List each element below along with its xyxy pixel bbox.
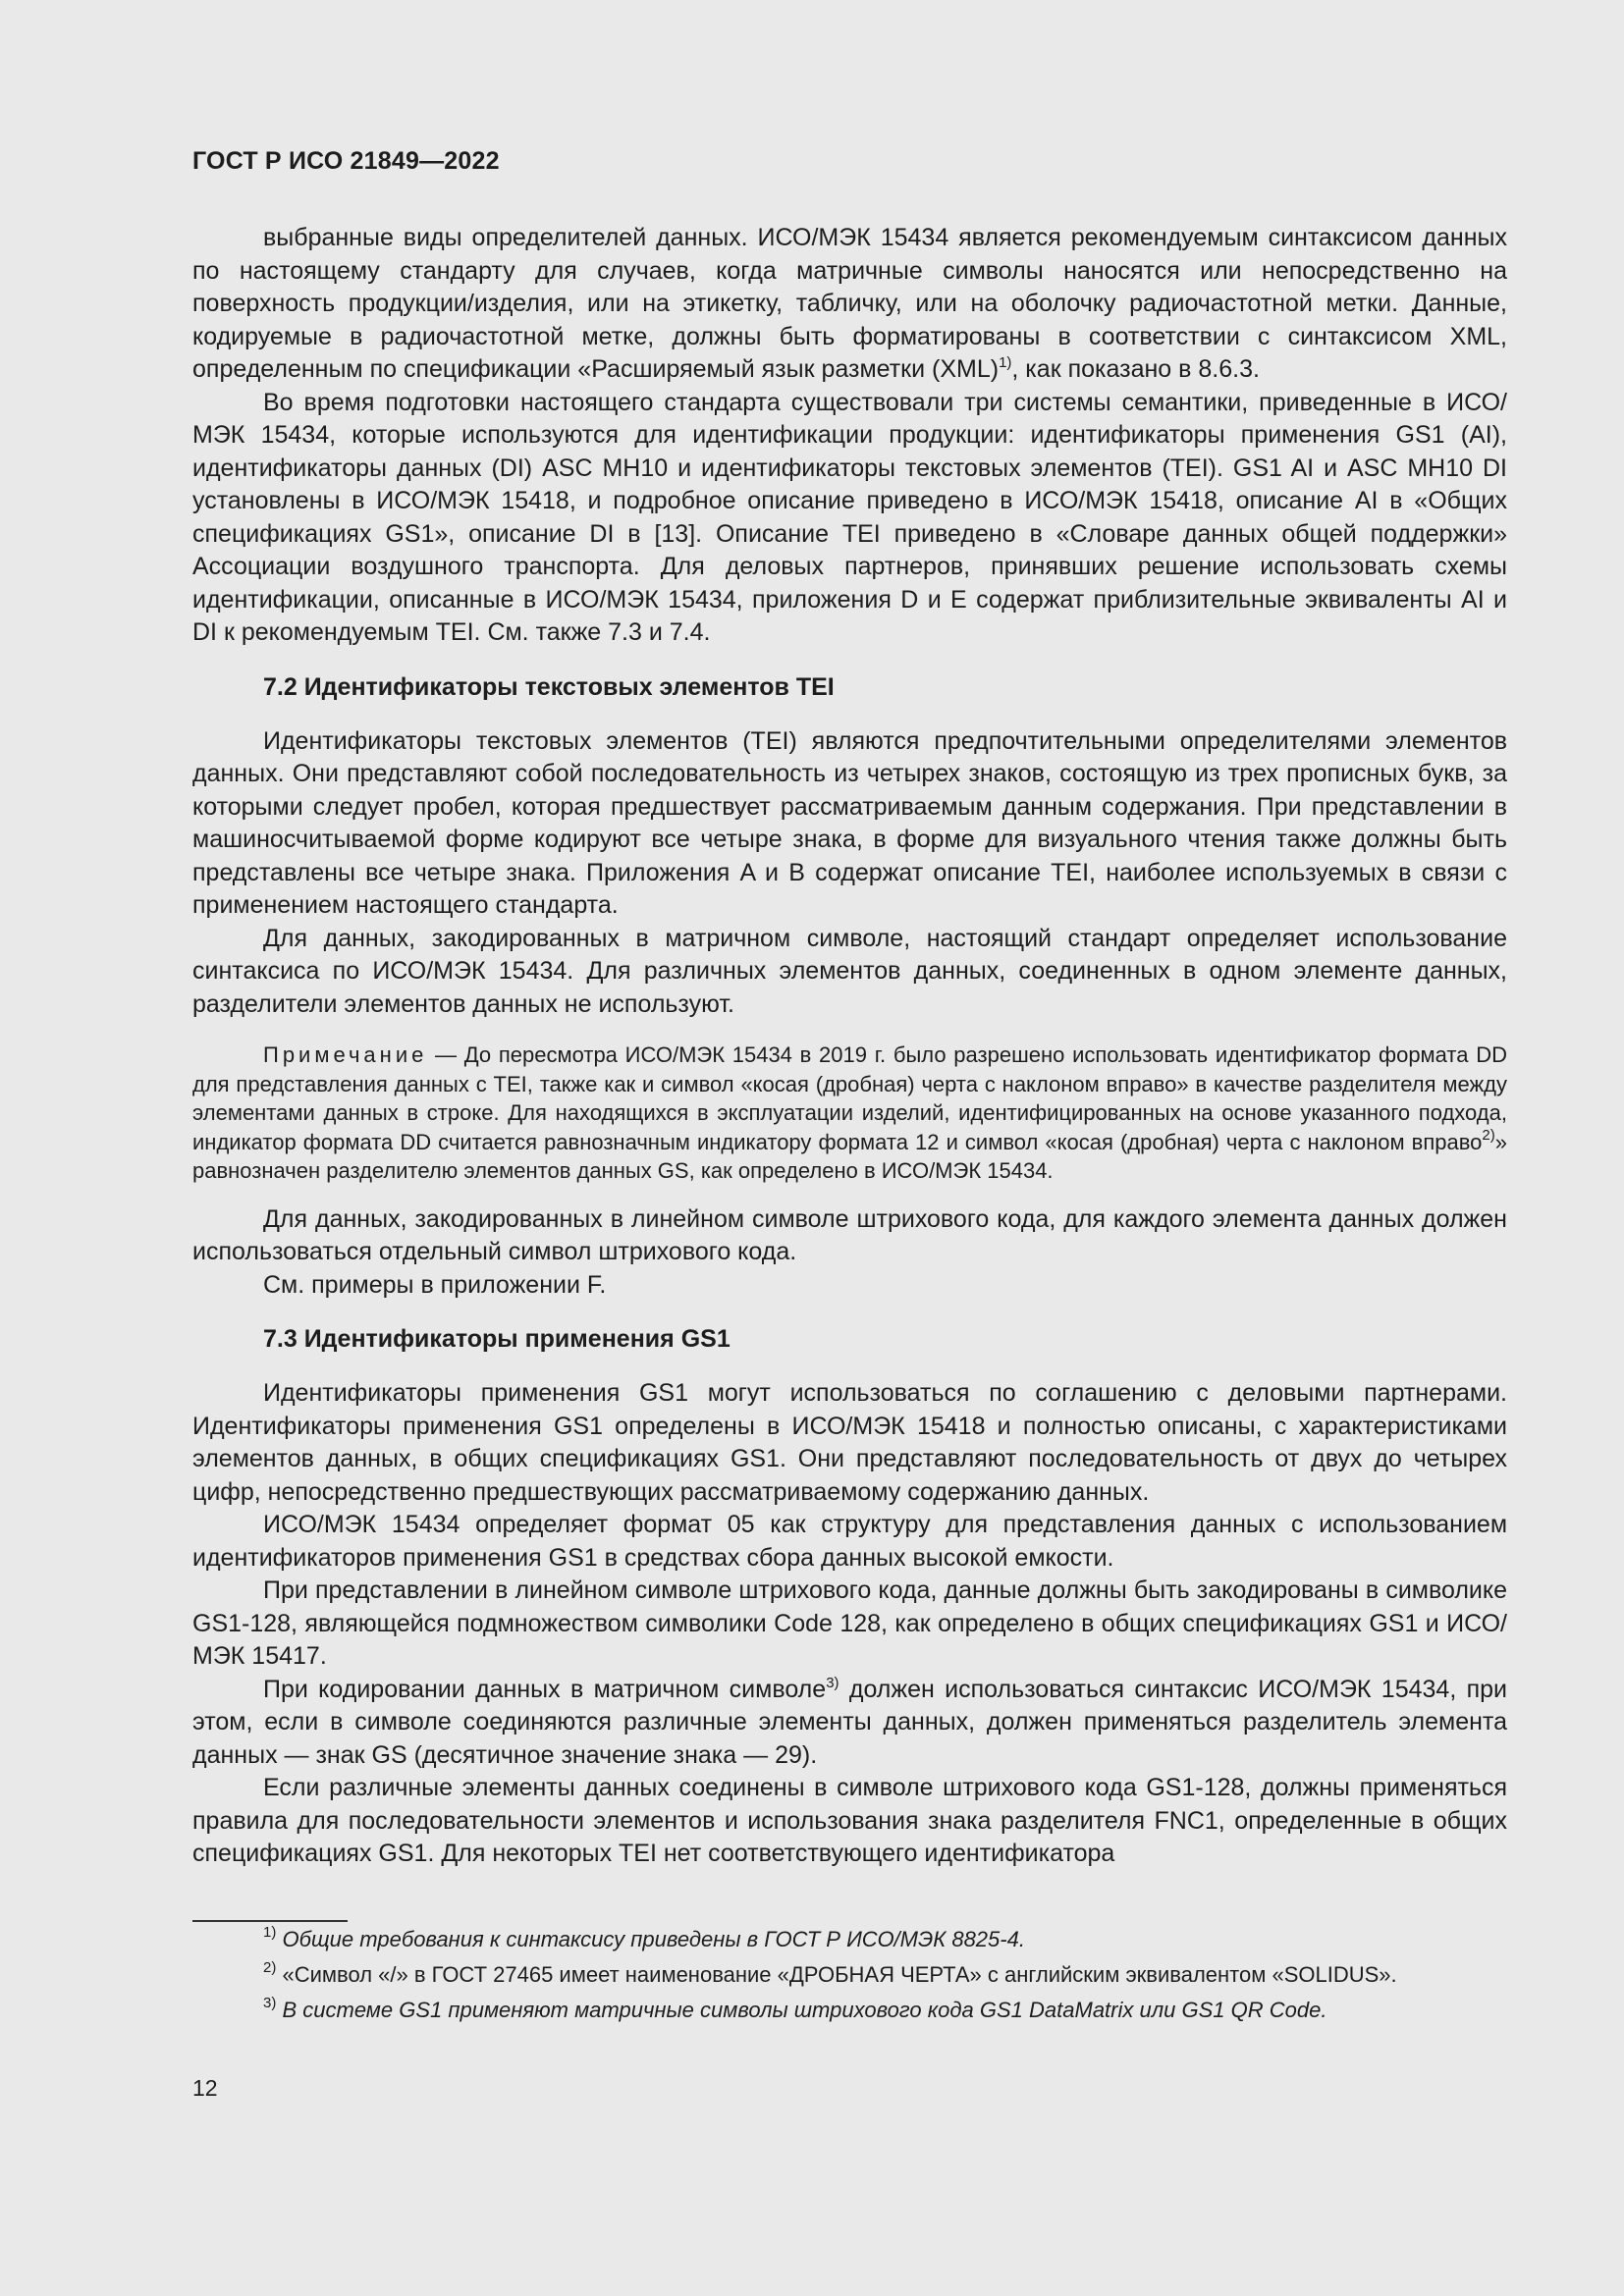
note-text: — До пересмотра ИСО/МЭК 15434 в 2019 г. было разрешено использовать идентификатор формата DD для представления данных с TEI, также как и символ «косая (дробная) черта с наклоном вправо» в качестве разделителя между элементами данных в строке. Для находящихся в эксплуатации изделий, идентифицированных на основе указанного подхода, индикатор формата DD считается равнозначным индикатору формата 12 и символ «косая (дробная) черта с наклоном вправо <box>192 1042 1507 1154</box>
footnote-separator <box>192 1920 348 1922</box>
document-header: ГОСТ Р ИСО 21849—2022 <box>192 147 500 175</box>
footnote-reference-1[interactable]: 1) <box>999 354 1012 371</box>
footnote-reference-2[interactable]: 2) <box>1482 1126 1495 1144</box>
paragraph-7-2-2: Для данных, закодированных в матричном символе, настоящий стандарт определяет использование синтаксиса по ИСО/МЭК 15434. Для различных элементов данных, соединенных в одном элементе данных, разделители элементов данных не используют. <box>192 924 1507 1018</box>
paragraph-7-3-1: Идентификаторы применения GS1 могут использоваться по соглашению с деловыми партнерами. Идентификаторы применения GS1 определены в ИСО/МЭК 15418 и полностью описаны, с характеристиками элементов данных, в общих спецификациях GS1. Они представляют последовательность от двух до четырех цифр, непосредственно предшествующих рассматриваемому содержанию данных. <box>192 1379 1507 1506</box>
paragraph-7-3-2: ИСО/МЭК 15434 определяет формат 05 как структуру для представления данных с использованием идентификаторов применения GS1 в средствах сбора данных высокой емкости. <box>192 1511 1507 1572</box>
note-block <box>192 1041 1507 1186</box>
note-label: Примечание <box>263 1042 428 1067</box>
paragraph-intro-1 <box>192 222 1507 387</box>
paragraph-7-2-4: См. примеры в приложении F. <box>263 1270 607 1299</box>
paragraph-text: При кодировании данных в матричном символе <box>263 1675 827 1703</box>
paragraph-text: выбранные виды определителей данных. ИСО/МЭК 15434 является рекомендуемым синтаксисом данных по настоящему стандарту для случаев, когда матричные символы наносятся или непосредственно на поверхность продукции/изделия, или на этикетку, табличку, или на оболочку радиочастотной метки. Данные, кодируемые в радиочастотной метке, должны быть форматированы в соответствии с синтаксисом XML, определенным по спецификации «Расширяемый язык разметки (XML) <box>192 224 1507 383</box>
footnote-3 <box>192 1996 1507 2024</box>
footnote-marker: 1) <box>263 1924 277 1941</box>
paragraph-7-3-4 <box>192 1674 1507 1773</box>
paragraph-7-2-1: Идентификаторы текстовых элементов (TEI) являются предпочтительными определителями элементов данных. Они представляют собой последовательность из четырех знаков, состоящую из трех прописных букв, за которыми следует пробел, которая предшествует рассматриваемым данным содержания. При представлении в машиносчитываемой форме кодируют все четыре знака, в форме для визуального чтения также должны быть представлены все четыре знака. Приложения A и B содержат описание TEI, наиболее используемых в связи с применением настоящего стандарта. <box>192 726 1507 919</box>
paragraph-7-3-3: При представлении в линейном символе штрихового кода, данные должны быть закодированы в символике GS1-128, являющейся подмножеством символики Code 128, как определено в общих спецификациях GS1 и ИСО/МЭК 15417. <box>192 1576 1507 1670</box>
footnote-text: Общие требования к синтаксису приведены в ГОСТ Р ИСО/МЭК 8825-4. <box>282 1927 1025 1951</box>
footnote-1 <box>192 1925 1507 1953</box>
paragraph-text: , как показано в 8.6.3. <box>1011 355 1260 383</box>
footnote-2 <box>192 1960 1507 1989</box>
footnotes <box>192 1925 1507 2031</box>
paragraph-intro-2: Во время подготовки настоящего стандарта существовали три системы семантики, приведенные в ИСО/МЭК 15434, которые используются для идентификации продукции: идентификаторы применения GS1 (AI), идентификаторы данных (DI) ASC MH10 и идентификаторы текстовых элементов (TEI). GS1 AI и ASC MH10 DI установлены в ИСО/МЭК 15418, и подробное описание приведено в ИСО/МЭК 15418, описание AI в «Общих спецификациях GS1», описание DI в [13]. Описание TEI приведено в «Словаре данных общей поддержки» Ассоциации воздушного транспорта. Для деловых партнеров, принявших решение использовать схемы идентификации, описанные в ИСО/МЭК 15434, приложения D и E содержат приблизительные эквиваленты AI и DI к рекомендуемым TEI. См. также 7.3 и 7.4. <box>192 388 1507 646</box>
paragraph-7-3-5: Если различные элементы данных соединены в символе штрихового кода GS1-128, должны применяться правила для последовательности элементов и использования знака разделителя FNC1, определенные в общих спецификациях GS1. Для некоторых TEI нет соответствующего идентификатора <box>192 1774 1507 1867</box>
paragraph-7-2-3: Для данных, закодированных в линейном символе штрихового кода, для каждого элемента данных должен использоваться отдельный символ штрихового кода. <box>192 1204 1507 1265</box>
section-heading-7-2: 7.2 Идентификаторы текстовых элементов TEI <box>263 672 835 701</box>
note-text: » равнозначен разделителю элементов данных GS, как определено в ИСО/МЭК 15434. <box>192 1129 1507 1183</box>
main-text <box>192 222 1507 1871</box>
footnote-text: В системе GS1 применяют матричные символы штрихового кода GS1 DataMatrix или GS1 QR Code. <box>282 1998 1327 2022</box>
page-number: 12 <box>192 2075 218 2101</box>
paragraph-text: должен использоваться синтаксис ИСО/МЭК 15434, при этом, если в символе соединяются различные элементы данных, должен применяться разделитель элемента данных — знак GS (десятичное значение знака — 29). <box>192 1675 1507 1769</box>
footnote-marker: 3) <box>263 1995 277 2011</box>
footnote-text: «Символ «/» в ГОСТ 27465 имеет наименование «ДРОБНАЯ ЧЕРТА» с английским эквивалентом «SOLIDUS». <box>282 1962 1397 1987</box>
footnote-reference-3[interactable]: 3) <box>826 1674 839 1691</box>
section-heading-7-3: 7.3 Идентификаторы применения GS1 <box>263 1325 731 1353</box>
footnote-marker: 2) <box>263 1959 277 1976</box>
